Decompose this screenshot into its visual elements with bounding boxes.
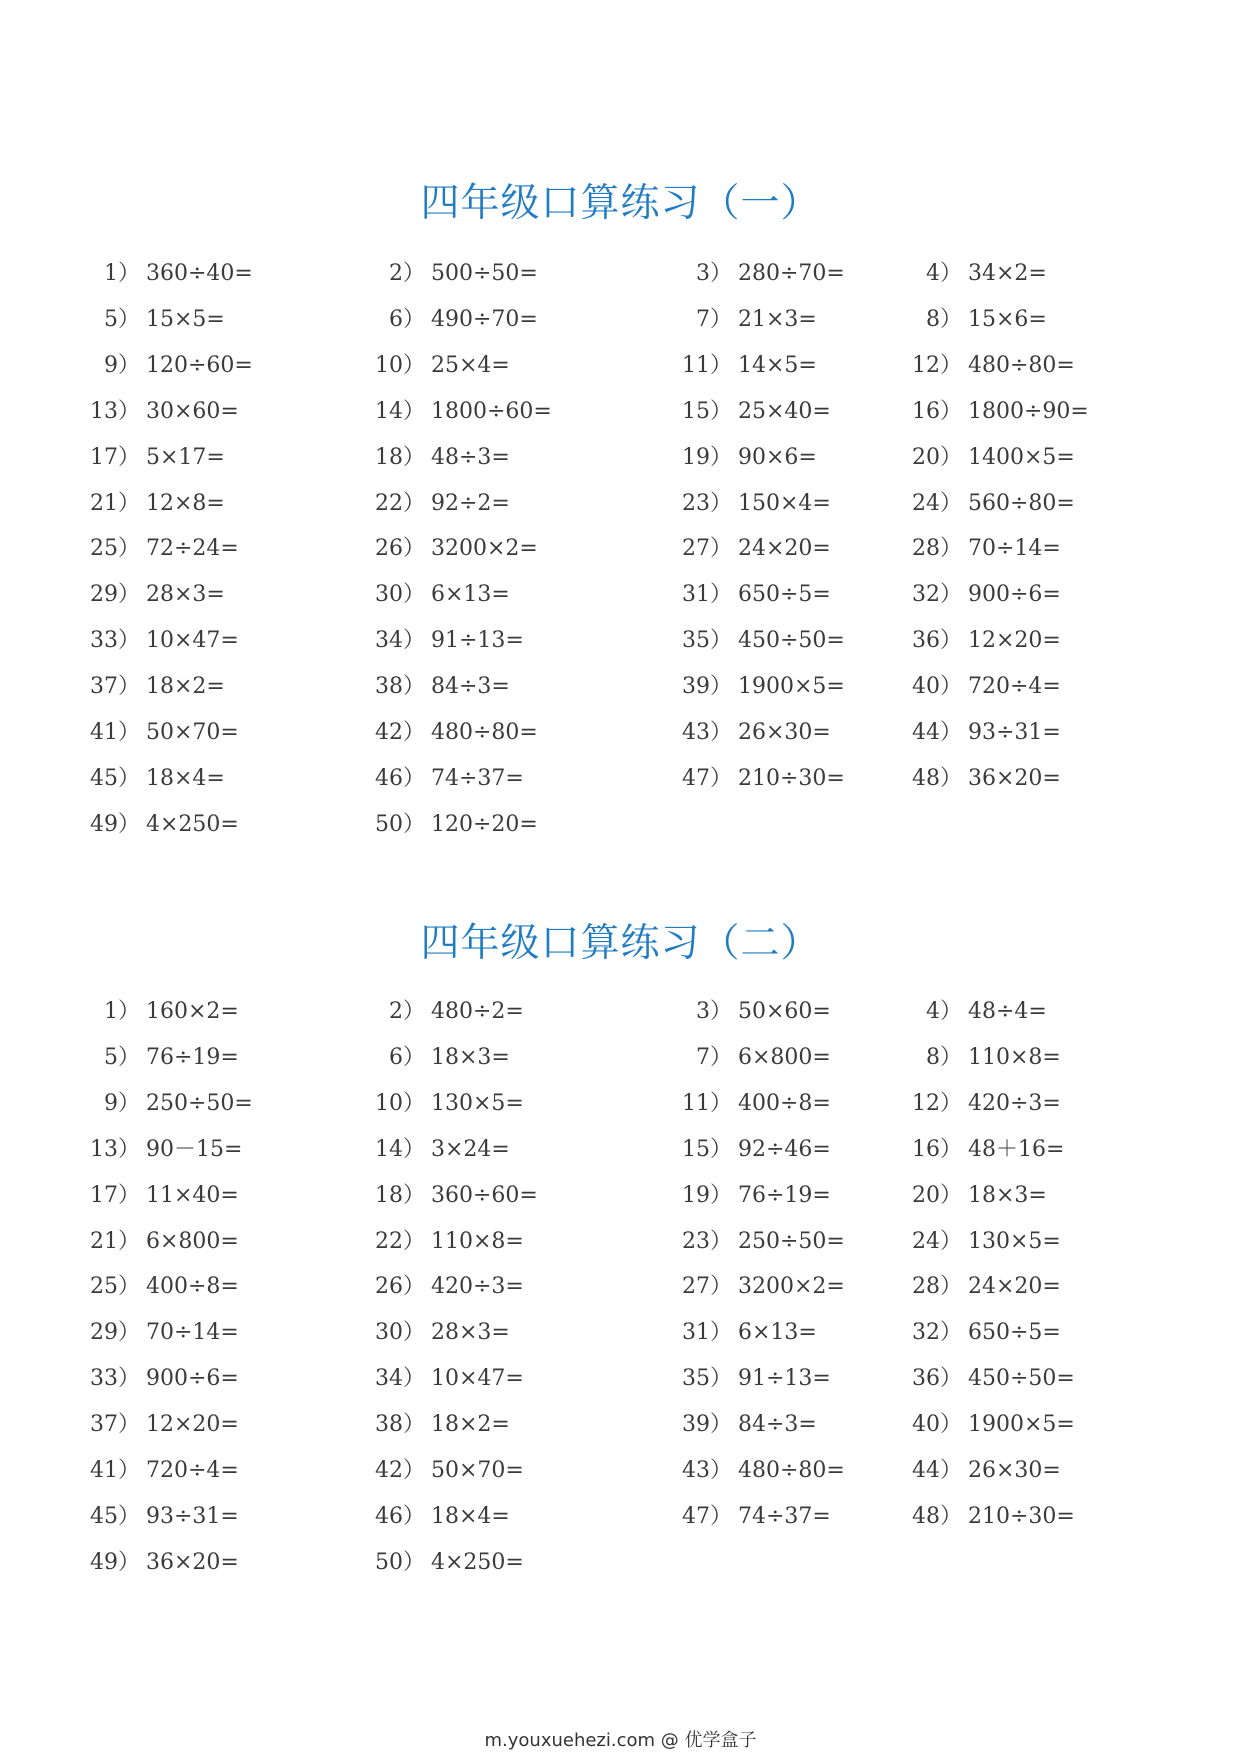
problem-number: 26） bbox=[375, 536, 425, 561]
problem-expression: 93÷31= bbox=[146, 1504, 239, 1529]
problem-number: 2） bbox=[389, 999, 425, 1024]
problem-expression: 93÷31= bbox=[968, 720, 1061, 745]
problem-expression: 90－15= bbox=[146, 1137, 243, 1162]
problem-number: 11） bbox=[682, 1091, 732, 1116]
problem-expression: 92÷2= bbox=[431, 491, 510, 516]
problem-number: 18） bbox=[375, 445, 425, 470]
problem-number: 33） bbox=[90, 628, 140, 653]
problem-number: 15） bbox=[682, 399, 732, 424]
problem-expression: 18×4= bbox=[146, 766, 225, 791]
problem-number: 31） bbox=[682, 582, 732, 607]
problem-expression: 18×3= bbox=[431, 1045, 510, 1070]
problem-number: 4） bbox=[926, 999, 962, 1024]
problem-expression: 3×24= bbox=[431, 1137, 510, 1162]
problem-item bbox=[375, 1135, 510, 1165]
problem-number: 16） bbox=[912, 1137, 962, 1162]
problem-item bbox=[682, 1502, 831, 1532]
problem-number: 33） bbox=[90, 1366, 140, 1391]
problem-number: 30） bbox=[375, 1320, 425, 1345]
problem-number: 34） bbox=[375, 1366, 425, 1391]
problem-number: 1） bbox=[104, 261, 140, 286]
problem-number: 35） bbox=[682, 1366, 732, 1391]
problem-expression: 560÷80= bbox=[968, 491, 1075, 516]
problem-number: 50） bbox=[375, 1550, 425, 1575]
problem-number: 44） bbox=[912, 720, 962, 745]
problem-item bbox=[912, 1318, 1061, 1348]
problem-expression: 21×3= bbox=[738, 307, 817, 332]
problem-number: 22） bbox=[375, 1229, 425, 1254]
problem-expression: 130×5= bbox=[431, 1091, 524, 1116]
problem-expression: 130×5= bbox=[968, 1229, 1061, 1254]
problem-item bbox=[375, 1272, 524, 1302]
problem-number: 19） bbox=[682, 445, 732, 470]
problem-number: 36） bbox=[912, 1366, 962, 1391]
problem-number: 41） bbox=[90, 720, 140, 745]
problem-number: 17） bbox=[90, 445, 140, 470]
problem-number: 26） bbox=[375, 1274, 425, 1299]
problem-item bbox=[375, 997, 524, 1027]
problem-item bbox=[912, 1456, 1061, 1486]
problem-number: 15） bbox=[682, 1137, 732, 1162]
problem-number: 39） bbox=[682, 1412, 732, 1437]
problem-number: 27） bbox=[682, 536, 732, 561]
problem-expression: 110×8= bbox=[431, 1229, 524, 1254]
problem-number: 5） bbox=[104, 307, 140, 332]
problem-number: 12） bbox=[912, 1091, 962, 1116]
problem-number: 34） bbox=[375, 628, 425, 653]
problem-number: 4） bbox=[926, 261, 962, 286]
problem-number: 35） bbox=[682, 628, 732, 653]
problem-item bbox=[90, 1502, 239, 1532]
problem-number: 30） bbox=[375, 582, 425, 607]
problem-number: 21） bbox=[90, 1229, 140, 1254]
problem-expression: 1900×5= bbox=[738, 674, 845, 699]
problem-number: 47） bbox=[682, 1504, 732, 1529]
problem-number: 32） bbox=[912, 582, 962, 607]
problem-number: 5） bbox=[104, 1045, 140, 1070]
problem-expression: 210÷30= bbox=[738, 766, 845, 791]
problem-expression: 92÷46= bbox=[738, 1137, 831, 1162]
problem-number: 24） bbox=[912, 1229, 962, 1254]
problem-number: 14） bbox=[375, 399, 425, 424]
problem-expression: 12×20= bbox=[968, 628, 1061, 653]
problem-item bbox=[375, 1227, 524, 1257]
problem-expression: 50×60= bbox=[738, 999, 831, 1024]
problem-number: 40） bbox=[912, 674, 962, 699]
problem-expression: 480÷80= bbox=[968, 353, 1075, 378]
problem-number: 48） bbox=[912, 1504, 962, 1529]
problem-expression: 490÷70= bbox=[431, 307, 538, 332]
problem-expression: 360÷60= bbox=[431, 1183, 538, 1208]
problem-number: 42） bbox=[375, 1458, 425, 1483]
problem-expression: 70÷14= bbox=[146, 1320, 239, 1345]
problem-item bbox=[90, 1410, 239, 1440]
problem-expression: 720÷4= bbox=[146, 1458, 239, 1483]
problem-expression: 420÷3= bbox=[431, 1274, 524, 1299]
problem-expression: 91÷13= bbox=[738, 1366, 831, 1391]
problem-expression: 280÷70= bbox=[738, 261, 845, 286]
problem-expression: 70÷14= bbox=[968, 536, 1061, 561]
problem-item bbox=[90, 1548, 239, 1578]
problem-expression: 110×8= bbox=[968, 1045, 1061, 1070]
problem-number: 40） bbox=[912, 1412, 962, 1437]
problem-number: 38） bbox=[375, 674, 425, 699]
problem-item bbox=[682, 1272, 845, 1302]
problem-item bbox=[682, 1089, 831, 1119]
problem-expression: 650÷5= bbox=[968, 1320, 1061, 1345]
problem-number: 43） bbox=[682, 720, 732, 745]
problem-number: 24） bbox=[912, 491, 962, 516]
problem-item bbox=[682, 1364, 831, 1394]
problem-expression: 90×6= bbox=[738, 445, 817, 470]
problem-expression: 480÷80= bbox=[431, 720, 538, 745]
problem-expression: 48＋16= bbox=[968, 1137, 1065, 1162]
problem-number: 10） bbox=[375, 1091, 425, 1116]
problem-number: 18） bbox=[375, 1183, 425, 1208]
problem-expression: 12×8= bbox=[146, 491, 225, 516]
problem-expression: 720÷4= bbox=[968, 674, 1061, 699]
problem-number: 19） bbox=[682, 1183, 732, 1208]
problem-item bbox=[90, 1364, 239, 1394]
problem-expression: 72÷24= bbox=[146, 536, 239, 561]
problem-expression: 1900×5= bbox=[968, 1412, 1075, 1437]
problem-number: 38） bbox=[375, 1412, 425, 1437]
problem-number: 20） bbox=[912, 445, 962, 470]
problem-expression: 50×70= bbox=[146, 720, 239, 745]
problem-expression: 500÷50= bbox=[431, 261, 538, 286]
problem-expression: 1400×5= bbox=[968, 445, 1075, 470]
problem-number: 6） bbox=[389, 1045, 425, 1070]
problem-number: 23） bbox=[682, 491, 732, 516]
problem-expression: 120÷60= bbox=[146, 353, 253, 378]
problem-item bbox=[682, 997, 831, 1027]
problem-number: 49） bbox=[90, 1550, 140, 1575]
problem-expression: 3200×2= bbox=[738, 1274, 845, 1299]
problem-expression: 10×47= bbox=[431, 1366, 524, 1391]
problem-expression: 48÷3= bbox=[431, 445, 510, 470]
problem-item bbox=[90, 1456, 239, 1486]
problem-item bbox=[682, 1043, 831, 1073]
problem-number: 10） bbox=[375, 353, 425, 378]
problem-number: 9） bbox=[104, 353, 140, 378]
problem-item bbox=[375, 1181, 538, 1211]
problem-expression: 36×20= bbox=[146, 1550, 239, 1575]
problem-number: 36） bbox=[912, 628, 962, 653]
problem-number: 25） bbox=[90, 536, 140, 561]
problem-number: 44） bbox=[912, 1458, 962, 1483]
problem-expression: 420÷3= bbox=[968, 1091, 1061, 1116]
problem-number: 48） bbox=[912, 766, 962, 791]
problem-number: 7） bbox=[696, 1045, 732, 1070]
problem-number: 37） bbox=[90, 1412, 140, 1437]
problem-expression: 30×60= bbox=[146, 399, 239, 424]
problem-item bbox=[90, 1043, 239, 1073]
problem-item bbox=[682, 1181, 831, 1211]
problem-number: 11） bbox=[682, 353, 732, 378]
problem-number: 39） bbox=[682, 674, 732, 699]
problem-number: 2） bbox=[389, 261, 425, 286]
problem-expression: 74÷37= bbox=[738, 1504, 831, 1529]
problem-item bbox=[375, 1364, 524, 1394]
problem-expression: 15×5= bbox=[146, 307, 225, 332]
problem-number: 20） bbox=[912, 1183, 962, 1208]
problem-expression: 18×4= bbox=[431, 1504, 510, 1529]
problem-expression: 4×250= bbox=[146, 812, 239, 837]
problem-number: 12） bbox=[912, 353, 962, 378]
problem-number: 45） bbox=[90, 766, 140, 791]
problem-expression: 91÷13= bbox=[431, 628, 524, 653]
problem-expression: 18×2= bbox=[146, 674, 225, 699]
problem-number: 17） bbox=[90, 1183, 140, 1208]
problem-item bbox=[375, 1456, 524, 1486]
problem-number: 50） bbox=[375, 812, 425, 837]
problem-number: 28） bbox=[912, 1274, 962, 1299]
problem-expression: 84÷3= bbox=[738, 1412, 817, 1437]
problem-expression: 76÷19= bbox=[146, 1045, 239, 1070]
problem-number: 7） bbox=[696, 307, 732, 332]
problem-expression: 3200×2= bbox=[431, 536, 538, 561]
problem-expression: 250÷50= bbox=[738, 1229, 845, 1254]
problem-number: 8） bbox=[926, 1045, 962, 1070]
problem-item bbox=[912, 1502, 1075, 1532]
problem-expression: 74÷37= bbox=[431, 766, 524, 791]
section-title-2: 四年级口算练习（二） bbox=[420, 921, 821, 966]
problem-item bbox=[682, 1135, 831, 1165]
problem-expression: 24×20= bbox=[968, 1274, 1061, 1299]
problem-expression: 11×40= bbox=[146, 1183, 239, 1208]
problem-number: 25） bbox=[90, 1274, 140, 1299]
problem-item bbox=[375, 1410, 510, 1440]
problem-expression: 210÷30= bbox=[968, 1504, 1075, 1529]
problem-number: 29） bbox=[90, 582, 140, 607]
problem-expression: 34×2= bbox=[968, 261, 1047, 286]
problem-number: 31） bbox=[682, 1320, 732, 1345]
problem-number: 28） bbox=[912, 536, 962, 561]
problem-expression: 12×20= bbox=[146, 1412, 239, 1437]
problem-item bbox=[90, 1089, 253, 1119]
problem-item bbox=[912, 1227, 1061, 1257]
problem-number: 46） bbox=[375, 766, 425, 791]
problem-number: 9） bbox=[104, 1091, 140, 1116]
problem-number: 21） bbox=[90, 491, 140, 516]
problem-expression: 76÷19= bbox=[738, 1183, 831, 1208]
problem-number: 3） bbox=[696, 261, 732, 286]
problem-number: 16） bbox=[912, 399, 962, 424]
problem-item bbox=[90, 1272, 239, 1302]
problem-number: 8） bbox=[926, 307, 962, 332]
problem-expression: 1800÷90= bbox=[968, 399, 1089, 424]
problem-number: 47） bbox=[682, 766, 732, 791]
problem-number: 3） bbox=[696, 999, 732, 1024]
problem-expression: 480÷80= bbox=[738, 1458, 845, 1483]
problem-expression: 160×2= bbox=[146, 999, 239, 1024]
problem-expression: 6×13= bbox=[738, 1320, 817, 1345]
problem-expression: 360÷40= bbox=[146, 261, 253, 286]
problem-number: 41） bbox=[90, 1458, 140, 1483]
problem-expression: 24×20= bbox=[738, 536, 831, 561]
problem-item bbox=[375, 1502, 510, 1532]
problem-number: 1） bbox=[104, 999, 140, 1024]
problem-expression: 6×800= bbox=[146, 1229, 239, 1254]
problem-number: 49） bbox=[90, 812, 140, 837]
problem-number: 13） bbox=[90, 1137, 140, 1162]
problem-expression: 10×47= bbox=[146, 628, 239, 653]
problem-item bbox=[375, 1089, 524, 1119]
problem-expression: 18×3= bbox=[968, 1183, 1047, 1208]
problem-expression: 25×40= bbox=[738, 399, 831, 424]
problem-expression: 1800÷60= bbox=[431, 399, 552, 424]
problem-expression: 28×3= bbox=[431, 1320, 510, 1345]
problem-expression: 250÷50= bbox=[146, 1091, 253, 1116]
problem-item bbox=[682, 1227, 845, 1257]
problem-expression: 15×6= bbox=[968, 307, 1047, 332]
problem-number: 45） bbox=[90, 1504, 140, 1529]
problem-number: 22） bbox=[375, 491, 425, 516]
problem-item bbox=[90, 1318, 239, 1348]
problem-number: 32） bbox=[912, 1320, 962, 1345]
problem-expression: 400÷8= bbox=[146, 1274, 239, 1299]
problem-item bbox=[912, 1089, 1061, 1119]
section-title-1: 四年级口算练习（一） bbox=[420, 181, 821, 226]
problem-number: 42） bbox=[375, 720, 425, 745]
problem-item bbox=[90, 1135, 242, 1165]
problem-item bbox=[912, 1272, 1061, 1302]
problem-item bbox=[912, 1364, 1075, 1394]
problem-expression: 4×250= bbox=[431, 1550, 524, 1575]
problem-expression: 26×30= bbox=[968, 1458, 1061, 1483]
problem-item bbox=[912, 1181, 1047, 1211]
problem-expression: 480÷2= bbox=[431, 999, 524, 1024]
problem-expression: 26×30= bbox=[738, 720, 831, 745]
problem-expression: 150×4= bbox=[738, 491, 831, 516]
problem-item bbox=[375, 1043, 510, 1073]
problem-expression: 650÷5= bbox=[738, 582, 831, 607]
problem-expression: 120÷20= bbox=[431, 812, 538, 837]
problem-expression: 18×2= bbox=[431, 1412, 510, 1437]
problem-item bbox=[90, 1181, 239, 1211]
problem-expression: 84÷3= bbox=[431, 674, 510, 699]
problem-expression: 25×4= bbox=[431, 353, 510, 378]
problem-number: 23） bbox=[682, 1229, 732, 1254]
problem-expression: 5×17= bbox=[146, 445, 225, 470]
problem-item bbox=[375, 1318, 510, 1348]
problem-expression: 900÷6= bbox=[968, 582, 1061, 607]
problem-number: 37） bbox=[90, 674, 140, 699]
problem-expression: 400÷8= bbox=[738, 1091, 831, 1116]
problem-number: 43） bbox=[682, 1458, 732, 1483]
problem-item bbox=[912, 997, 1047, 1027]
footer-watermark: m.youxuehezi.com @ 优学盒子 bbox=[484, 1730, 757, 1751]
problem-item bbox=[682, 1318, 817, 1348]
problem-item bbox=[90, 1227, 239, 1257]
problem-item bbox=[682, 1410, 817, 1440]
problem-expression: 450÷50= bbox=[968, 1366, 1075, 1391]
problem-expression: 28×3= bbox=[146, 582, 225, 607]
problem-expression: 14×5= bbox=[738, 353, 817, 378]
problem-item bbox=[90, 997, 239, 1027]
problem-number: 13） bbox=[90, 399, 140, 424]
problem-item bbox=[375, 1548, 524, 1578]
problem-number: 14） bbox=[375, 1137, 425, 1162]
problem-number: 46） bbox=[375, 1504, 425, 1529]
problem-item bbox=[912, 1410, 1075, 1440]
problem-expression: 6×800= bbox=[738, 1045, 831, 1070]
problem-item bbox=[912, 1043, 1061, 1073]
problem-expression: 50×70= bbox=[431, 1458, 524, 1483]
problem-expression: 36×20= bbox=[968, 766, 1061, 791]
problem-number: 27） bbox=[682, 1274, 732, 1299]
problem-number: 29） bbox=[90, 1320, 140, 1345]
problem-expression: 6×13= bbox=[431, 582, 510, 607]
problem-number: 6） bbox=[389, 307, 425, 332]
problem-expression: 900÷6= bbox=[146, 1366, 239, 1391]
problem-expression: 450÷50= bbox=[738, 628, 845, 653]
problem-item bbox=[912, 1135, 1064, 1165]
problem-item bbox=[682, 1456, 845, 1486]
problem-expression: 48÷4= bbox=[968, 999, 1047, 1024]
